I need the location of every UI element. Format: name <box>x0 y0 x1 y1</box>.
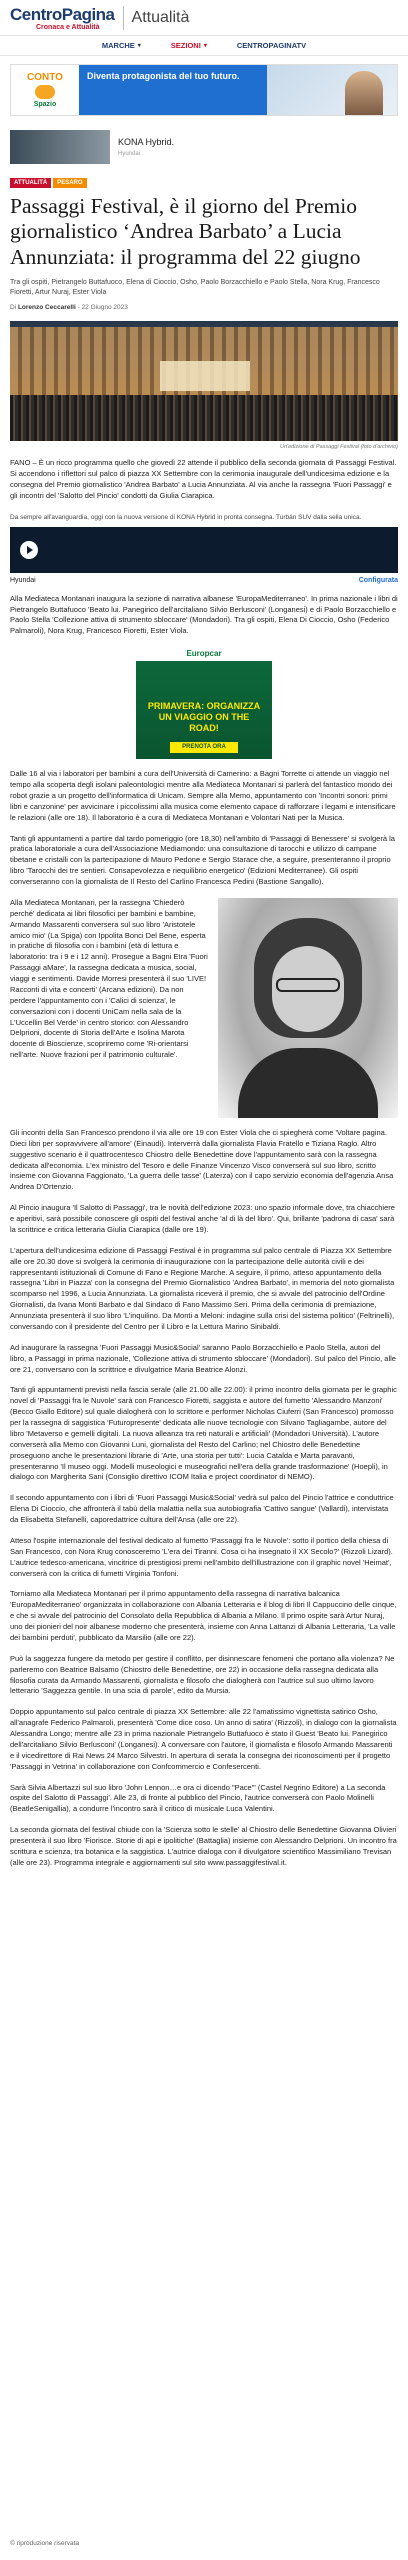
nav-item-sezioni[interactable]: SEZIONI ▾ <box>170 41 207 50</box>
author-link[interactable]: Lorenzo Ceccarelli <box>17 304 76 312</box>
article-paragraph: La seconda giornata del festival chiude con la 'Scienza sotto le stelle' al Chiostro delle Benedettine Giovanna Olivieri presenterà il suo libro 'Fiorisce. Storie di api e ipolitiche' (Battaglia) insieme con Alessandro Delprioni. Un incontro fra scrittura e scienza, tra botanica e la saggistica. L'autrice dialoga con il divulgatore scientifico Massimiliano Trevisan (alle ore 23). Programma integrale e aggiornamenti sul sito www.passaggifestival.it. <box>10 1825 397 1867</box>
article-paragraph: L'apertura dell'undicesima edizione di Passaggi Festival è in programma sul palco centrale di Piazza XX Settembre alle ore 20.30 dove si svolgerà la cerimonia di inaugurazione con la partecipazione delle autorità civili e dei rappresentanti istituzionali di Comune di Fano e Regione Marche. A seguire, il primo, atteso appuntamento della rassegna 'Libri in Piazza' con la consegna del Premio Giornalistico 'Andrea Barbato', in memoria del noto giornalista scomparso nel 1996, a Lucia Annunziata. La giornalista riceverà il premio, che si avvale del patrocinio dell'Ordine Giornalisti, da Ivana Monti Barbato e dal Sindaco di Fano Massimo Seri. Prima della cerimonia di premiazione, Annunziata presenterà il suo libro 'L'inquilino. Da Monti a Meloni: indagine sulla crisi del sistema politico' (Feltrinelli), conversando con il presidente del Centro per il Libro e la Lettura Marino Sinibaldi. <box>10 1245 395 1331</box>
banner-text: Diventa protagonista del tuo futuro. <box>79 65 267 115</box>
nav-item-marche[interactable]: MARCHE ▾ <box>101 41 141 50</box>
tag-attualita[interactable]: ATTUALITÀ <box>10 178 51 188</box>
site-header <box>0 0 408 36</box>
native-ad-source: Hyundai <box>118 151 141 157</box>
banner-image <box>267 65 397 115</box>
europcar-ad[interactable] <box>136 647 272 759</box>
logo-tagline: Cronaca e Attualità <box>36 24 100 31</box>
piggy-bank-icon <box>35 85 55 99</box>
main-nav <box>0 36 408 56</box>
article-title: Passaggi Festival, è il giorno del Premio giornalistico ‘Andrea Barbato’ a Lucia Annunziata: il programma del 22 giugno <box>10 194 361 269</box>
logo-text: CentroPagina <box>10 5 115 24</box>
article-paragraph: Atteso l'ospite internazionale del festival dedicato al fumetto 'Passaggi fra le Nuvole': sotto il portico della chiesa di San Francesco, con Nora Krug conosceremo 'L'era dei Tiranni. Cosa ci ha insegnato il XX Secolo?' (Rizzoli Lizard). L'autrice tedesco-americana, vincitrice di prestigiosi premi nell'ambito dell'illustrazione con il graphic novel 'Heimat', converserà con la critica di fumetti Virginia Tonfoni. <box>10 1535 393 1578</box>
article-paragraph: Alla Mediateca Montanari, per la rassegna 'Chiederò perché' dedicata ai libri filosofici per bambini e bambine, Armando Massarenti conversera sul suo libro 'Aristotele amico mio' (La Spiga) con Ippolita Bonci Del Bene, esperta in pratiche di filosofia con i bambini (età di lettura e laboratorio: tra i 9 e i 12 anni). Prosegue a Bagni Etra 'Fuori Passaggi aMare', la rassegna dedicata a musica, social, viaggi e sentimenti. Davide Morresi presenterà il suo 'LIVE! Racconti di vita e concerti' (Arcana edizioni). Da non perdere l'appuntamento con i 'Calici di scienza', le conversazioni con i docenti UniCam nella sala de la L'Uccellin Bel Verde' in centro storico: con Alessandro Delprioni, docente di Storia dell'Arte e Isolina Marota docente di Bioscienze, scopriremo come 'Ri-orientarsi nell'arte. Nuove frazioni per il patrimonio culturale'. <box>10 897 208 1060</box>
chevron-down-icon: ▾ <box>203 43 207 49</box>
video-ad-text: Da sempre all'avanguardia, oggi con la nuova versione di KONA Hybrid in pronta consegna. Turbán SUV dalla sella unica. <box>10 513 362 521</box>
video-ad[interactable] <box>10 514 398 584</box>
video-ad-player[interactable] <box>10 527 398 573</box>
article-paragraph: Il secondo appuntamento con i libri di 'Fuori Passaggi Music&Social' vedrà sul palco del Pincio l'attrice e conduttrice Elena Di Cioccio, che affronterà il tabù della malattia nella sua autobiografia 'Cattivo sangue' (Vallardi), intervistata da Elisabetta Stefanelli, caporedattrice cultura dell'Ansa (alle ore 22). <box>10 1493 394 1524</box>
article-lead: FANO – È un ricco programma quello che giovedì 22 attende il pubblico della seconda giornata di Passaggi Festival. Si accendono i riflettori sul palco di piazza XX Settembre con la cerimonia inaugurale dell'undicesima edizione e la consegna del Premio giornalistico 'Andrea Barbato' a Lucia Annunziata. Al via anche la rassegna 'Fuori Passaggi' e gli incontri del 'Salotto del Pincio' condotti da Giulia Ciarapica. <box>10 458 397 500</box>
video-ad-source: Hyundai <box>10 576 36 584</box>
article-paragraph: Dalle 16 al via i laboratori per bambini a cura dell'Università di Camerino: a Bagni Torrette ci attende un viaggio nel tempo alla scoperta degli isolani paleontologici mentre alla Mediateca Montanari si parlerà del fantastico mondo dei robot grazie a un progetto dell'informatica di Unicam. Sempre alla Memo, appuntamento con 'Incontri sonori: primi libri e canzonine' per avvicinare i piccolissimi alla musica come elemento capace di rafforzare i legami e intensificare le relazioni (alle ore 18). Il laboratorio è a cura di Mediateca Montanari e Volontari Nati per la Musica. <box>10 769 396 822</box>
native-ad-title: KONA Hybrid. <box>118 137 175 147</box>
article-paragraph: Può la saggezza fungere da metodo per gestire il conflitto, per disinnescare fenomeni che portano alla violenza? Ne parleremo con Beatrice Balsamo (Chiostro delle Benedettine, ore 22) in occasione della rassegna dedicata alla filosofia curata da Armando Massarenti, giornalista e filosofo che dialogherà con l'autrice sul suo ultimo lavoro letterario 'Saggezza gentile. In una scia di parole', edito da Mursia. <box>10 1653 395 1696</box>
chevron-down-icon: ▾ <box>137 43 141 49</box>
site-logo[interactable] <box>10 6 115 31</box>
configure-button[interactable]: Configurata <box>358 576 398 584</box>
tag-pesaro[interactable]: PESARO <box>53 178 86 188</box>
category-tags <box>10 178 398 188</box>
paragraph-with-portrait <box>10 898 398 1118</box>
article-paragraph: Gli incontri della San Francesco prendono il via alle ore 19 con Ester Viola che ci spiegherà come 'Voltare pagina. Dieci libri per sopravvivere all'amore' (Einaudi). Interverrà dalla giornalista Flavia Fratello e Tiziana Raglo. Altro suggestivo scenario è il quattrocentesco Chiostro delle Benedettine dove l'appuntamento sarà con la rassegna dedicata all'economia. L'ex ministro del Tesoro e delle Finanze Vincenzo Visco converserà sul suo libro, scritto insieme con Giovanna Faggionato, 'La guerra delle tasse' (Laterza) con il capo servizio economia dell'agenzia Ansa Andrea D'Ortenzio. <box>10 1127 394 1192</box>
byline: Di Lorenzo Ceccarelli - 22 Giugno 2023 <box>10 304 128 312</box>
nav-item-centropaginatv[interactable]: CENTROPAGINATV <box>236 41 307 50</box>
banner-brand: CONTO Spazio <box>11 65 79 115</box>
play-icon[interactable] <box>20 541 38 559</box>
article-paragraph: Tanti gli appuntamenti previsti nella fascia serale (alle 21.00 alle 22.00): il primo incontro della giornata per le graphic novel di 'Passaggi fra le Nuvole' sarà con Francesco Fioretti, saggista e autore del fumetto 'Alessandro Manzoni' (Becco Giallo Editore) sul quale dialogherà con lo scrittore e performer Nicholas Ciuferri (San Francesco) promosso per la rassegna di saggistica 'Futuropresente' dedicata alle nuove tecnologie con Silvano Tagliagambe, autore del libro 'Metaverso e gemelli digitali. La nuova alleanza tra reti naturali e artificiali' (Mondadori Università). L'autore converserà alla Memo con Giovanni Luni, giornalista del Resto del Carlino; nel Chiostro delle Benedettine proseguono anche le presentazioni librarie di 'Arte, una storia per tutti': Lucia Catalda e Marta paravanti, presenteranno 'Il museo oggi. Modelli museologici e museografici nell'era della grande trasformazione' (Hoepli), in dialogo con Margherita Sani (Consiglio direttivo ICOM Italia e project coordinator di NEMO). <box>10 1385 397 1482</box>
article-paragraph: Sarà Silvia Albertazzi sul suo libro 'John Lennon…e ora ci dicendo "Pace"' (Castel Negrino Editore) a La seconda ospite del Salotto di Passaggi'. Alle 23, di fronte al pubblico del Pincio, l'autrice converserà con Paolo Molinelli (BeatleSenigallia), a condurre l'incontro sarà il critico di musicale Luca Valentini. <box>10 1782 386 1814</box>
article-subtitle: Tra gli ospiti, Pietrangelo Buttafuoco, Elena di Cioccio, Osho, Paolo Borzacchiello e Paolo Stella, Nora Krug, Francesco Fioretti, Artur Nuraj, Ester Viola <box>10 279 380 297</box>
article-paragraph: Tanti gli appuntamenti a partire dal tardo pomeriggio (ore 18,30) nell'ambito di 'Passaggi di Benessere' si svolgerà la pratica laboratoriale a cura dell'Associazione Mediamondo: una consultazione di tarocchi e utilizzo di campane tibetane e cristalli con la partecipazione di Mauro Pedone e Sergio Starace che, a seguire, presenteranno il proprio libro 'Tarocchi dei tre sentieri. Consapevolezza e riequilibrio energetico' (Edizioni Mediterranee). Gli ospiti converseranno con la giornalista de Il Resto del Carlino Francesca Pedini (Bastione Sangallo). <box>10 833 395 886</box>
copyright-note: © riproduzione riservata <box>10 2540 80 2547</box>
article-paragraph: Torniamo alla Mediateca Montanari per il primo appuntamento della rassegna di narrativa balcanica 'EuropaMediterraneo' organizzata in collaborazione con Albania Letteraria e il blog di libri Il Cappuccino delle cinque, e che si avvale del patrocinio del Consolato della Repubblica di Albania a Milano. Il primo ospite sarà Artur Nuraj, uno dei pionieri del noir albanese moderno che presenterà, insieme con Anna Lattanzi di Albania Letteraria, 'La valle dei bambini perduti', pubblicato da Marsilio (alle ore 22). <box>10 1589 397 1642</box>
banner-ad[interactable] <box>10 64 398 116</box>
section-label: Attualità <box>123 6 190 30</box>
europcar-slogan: PRIMAVERA: ORGANIZZA UN VIAGGIO ON THE ROAD! <box>147 701 261 733</box>
europcar-cta-button[interactable]: PRENOTA ORA <box>170 742 238 753</box>
native-ad[interactable] <box>10 130 398 164</box>
article-paragraph: Doppio appuntamento sul palco centrale di piazza XX Settembre: alle 22 l'amatissimo vignettista satirico Osho, all'anagrafe Federico Palmaroli, presenterà 'Come dice coso. Un anno di satira' (Rizzoli), in dialogo con la giornalista Alessandra Longo; mentre alle 23 in prima nazionale Pietrangelo Buttafuoco è stato il Guest 'Beato lui. Panegirico dell'arcitaliano Silvio Berlusconi' (Longanesi). A conversare con l'autore, il giornalista e filosofo Armando Massarenti e il vicedirettore di Rai News 24 Marco Silvestri. In apertura di serata la consegna dei riconoscimenti per il progetto 'Passaggi in Vetrina' in collaborazione con Confcommercio e Confesercenti. <box>10 1707 397 1771</box>
portrait-photo <box>218 898 398 1118</box>
native-ad-thumbnail <box>10 130 110 164</box>
europcar-logo: Europcar <box>136 647 272 661</box>
person-image <box>345 71 383 115</box>
article-paragraph: Al Pincio inaugura 'Il Salotto di Passaggi', tra le novità dell'edizione 2023: uno spazio informale dove, tra chiacchiere e aperitivi, sarà possibile conoscere gli ospiti del festival anche 'al di là del libro'. Qui, brillante 'padrona di casa' sarà la scrittrice e critica letteraria Giulia Ciarapica (dalle ore 19). <box>10 1203 395 1234</box>
publish-date: 22 Giugno 2023 <box>81 304 128 312</box>
hero-caption: Un'edizione di Passaggi Festival (foto d'archivio) <box>280 444 398 451</box>
article-paragraph: Alla Mediateca Montanari inaugura la sezione di narrativa albanese 'EuropaMediterraneo'. In prima nazionale i libri di Pietrangelo Buttafuoco 'Beato lui. Panegirico dell'arcitaliano Silvio Berlusconi' (Longanesi) e di Paolo Borzacchiello e Paolo Stella 'Collezione attiva di strumento sbloccare' (Mondadori). Tra gli ospiti, Elena Di Cioccio, Osho (Federico Palmaroli), Nora Krug, Francesco Fioretti, Ester Viola. <box>10 593 398 636</box>
article-paragraph: Ad inaugurare la rassegna 'Fuori Passaggi Music&Social' saranno Paolo Borzacchiello e Paolo Stella, autori del libro, a Passaggi in prima nazionale, 'Collezione attiva di strumento sbloccare' (Mondadori). Sul palco del Pincio, alle ore 21, conversano con la scrittrice e divulgatrice Maria Beatrice Alonzi. <box>10 1342 396 1374</box>
hero-photo <box>10 321 398 441</box>
